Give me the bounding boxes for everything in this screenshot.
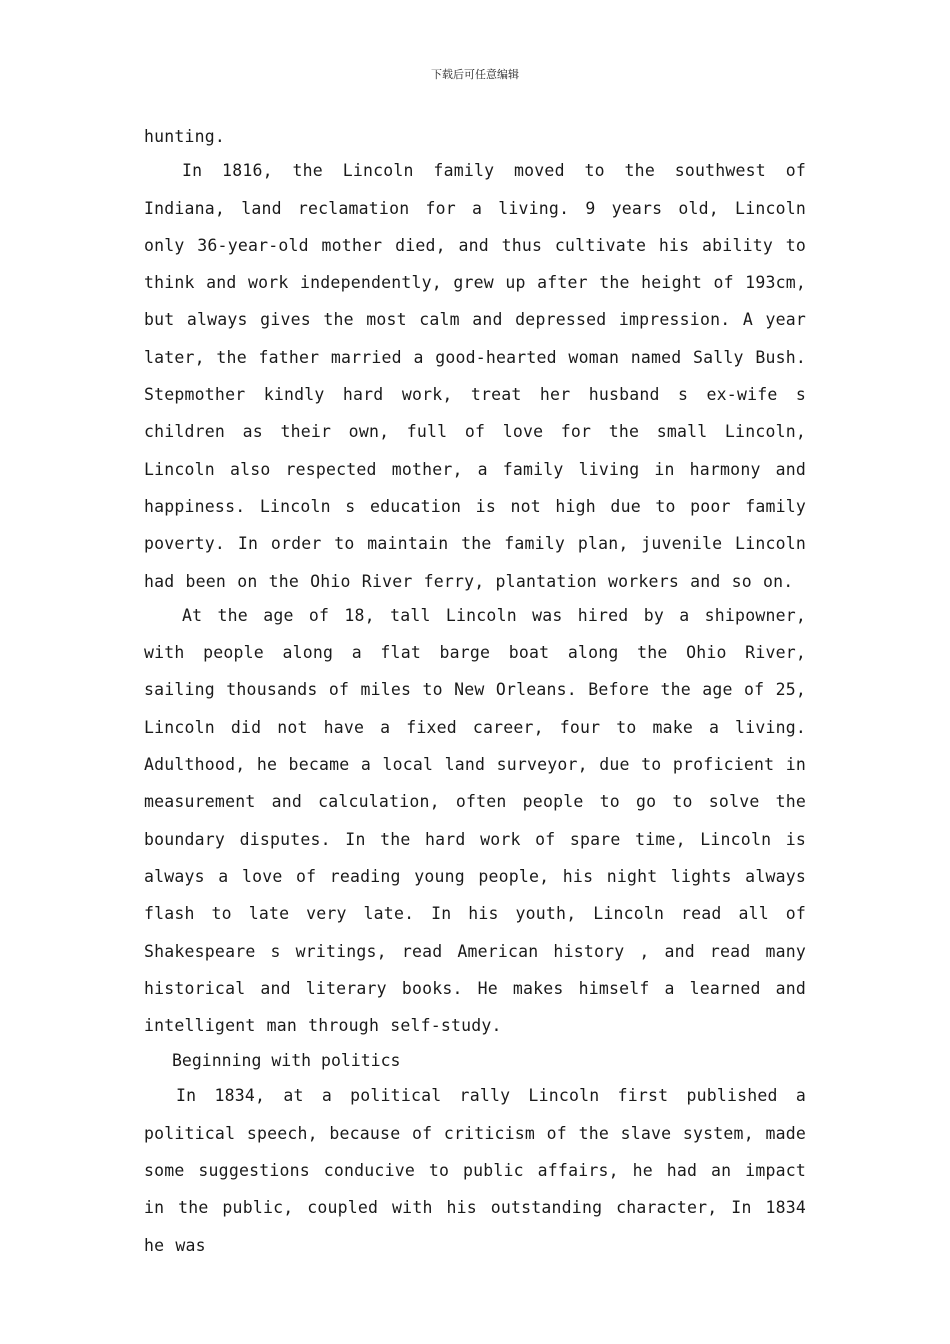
paragraph-1816: In 1816, the Lincoln family moved to the southwest of Indiana, land reclamation for a living. 9 years old, Lincoln only 36-year-old mother died, and thus cultivate his ability to think and work independently, grew up after the height of 193cm, but always gives the most calm and depressed impression. A year later, the father married a good-hearted woman named Sally Bush. Stepmother kindly hard work, treat her husband s ex-wife s children as their own, full of love for the small Lincoln, Lincoln also respected mother, a family living in harmony and happiness. Lincoln s education is not high due to poor family poverty. In order to maintain the family plan, juvenile Lincoln had been on the Ohio River ferry, plantation workers and so on.	[144, 161, 806, 591]
paragraph-age-18: At the age of 18, tall Lincoln was hired by a shipowner, with people along a flat barge boat along the Ohio River, sailing thousands of miles to New Orleans. Before the age of 25, Lincoln did not have a fixed career, four to make a living. Adulthood, he became a local land surveyor, due to proficient in measurement and calculation, often people to go to solve the boundary disputes. In the hard work of spare time, Lincoln is always a love of reading young people, his night lights always flash to late very late. In his youth, Lincoln read all of Shakespeare s writings, read American history , and read many historical and literary books. He makes himself a learned and intelligent man through self-study.	[144, 605, 806, 1036]
document-body	[144, 118, 806, 1264]
section-heading: Beginning with politics	[172, 1051, 401, 1071]
paragraph-continuation: hunting.	[144, 127, 226, 146]
page-header: 下载后可任意编辑	[431, 68, 519, 81]
paragraph-1834: In 1834, at a political rally Lincoln first published a political speech, because of criticism of the slave system, made some suggestions conducive to public affairs, he had an impact in the public, coupled with his outstanding character, In 1834 he was	[144, 1086, 806, 1255]
